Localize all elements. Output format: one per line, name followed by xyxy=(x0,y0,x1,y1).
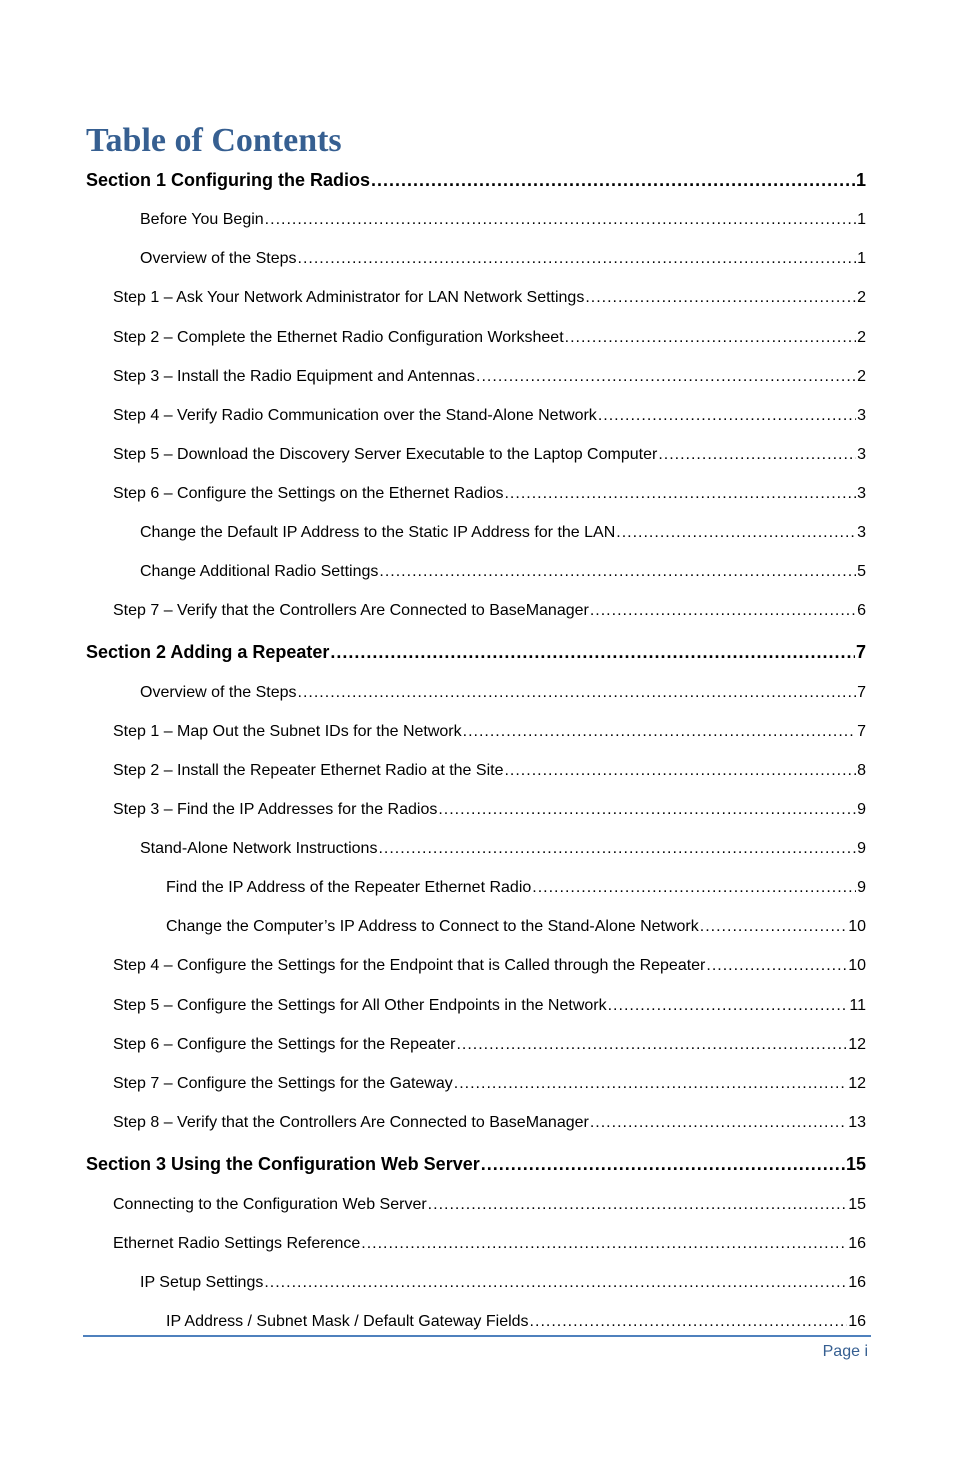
toc-dot-leader xyxy=(565,326,856,350)
toc-entry-page-number: 2 xyxy=(857,368,866,385)
toc-entry-title: IP Address / Subnet Mask / Default Gateway Fields xyxy=(166,1313,529,1330)
toc-entry-page-number: 15 xyxy=(845,1154,866,1174)
toc-dot-leader xyxy=(481,1152,845,1176)
toc-dot-leader xyxy=(463,720,856,744)
page-number-label: Page i xyxy=(822,1343,868,1360)
toc-dot-leader xyxy=(476,365,856,389)
toc-entry-title: Connecting to the Configuration Web Server xyxy=(113,1196,427,1213)
toc-entry-page-number: 2 xyxy=(857,289,866,306)
toc-entry[interactable] xyxy=(140,247,866,271)
toc-entry[interactable] xyxy=(166,1310,866,1334)
toc-entry-page-number: 9 xyxy=(857,801,866,818)
toc-dot-leader xyxy=(504,482,856,506)
toc-entry-title: Step 7 – Configure the Settings for the Gateway xyxy=(113,1075,453,1092)
toc-entry[interactable] xyxy=(140,560,866,584)
footer-rule xyxy=(83,1335,871,1337)
toc-section-entry[interactable] xyxy=(86,1152,866,1176)
toc-dot-leader xyxy=(530,1310,848,1334)
toc-title: Table of Contents xyxy=(86,122,342,159)
toc-entry-page-number: 1 xyxy=(857,211,866,228)
toc-entry-page-number: 16 xyxy=(848,1274,866,1291)
toc-entry[interactable] xyxy=(140,521,866,545)
toc-entry-page-number: 3 xyxy=(857,485,866,502)
toc-section-entry[interactable] xyxy=(86,168,866,192)
toc-entry-page-number: 12 xyxy=(848,1036,866,1053)
toc-entry-title: Step 8 – Verify that the Controllers Are Connected to BaseManager xyxy=(113,1114,589,1131)
toc-dot-leader xyxy=(504,759,856,783)
toc-entry-title: Step 3 – Install the Radio Equipment and Antennas xyxy=(113,368,476,385)
toc-entry-title: Change the Default IP Address to the Static IP Address for the LAN xyxy=(140,524,616,541)
toc-entry-page-number: 16 xyxy=(848,1235,866,1252)
toc-dot-leader xyxy=(532,876,856,900)
toc-dot-leader xyxy=(456,1033,847,1057)
toc-dot-leader xyxy=(265,208,856,232)
toc-dot-leader xyxy=(438,798,856,822)
toc-entry[interactable] xyxy=(113,599,866,623)
toc-entry[interactable] xyxy=(113,1072,866,1096)
toc-dot-leader xyxy=(590,1111,847,1135)
toc-entry[interactable] xyxy=(140,681,866,705)
toc-entry-title: Stand-Alone Network Instructions xyxy=(140,840,378,857)
toc-dot-leader xyxy=(378,837,856,861)
toc-entry-page-number: 8 xyxy=(857,762,866,779)
toc-entry-page-number: 7 xyxy=(857,723,866,740)
toc-entry-title: Step 3 – Find the IP Addresses for the Radios xyxy=(113,801,438,818)
toc-entry-page-number: 12 xyxy=(848,1075,866,1092)
toc-entry[interactable] xyxy=(113,954,866,978)
toc-entry-page-number: 3 xyxy=(857,407,866,424)
toc-entry[interactable] xyxy=(113,1193,866,1217)
toc-entry-title: Step 4 – Configure the Settings for the Endpoint that is Called through the Repeater xyxy=(113,957,706,974)
toc-entry-page-number: 5 xyxy=(857,563,866,580)
toc-entry-title: Step 1 – Ask Your Network Administrator for LAN Network Settings xyxy=(113,289,585,306)
toc-entry-page-number: 10 xyxy=(848,918,866,935)
toc-entry[interactable] xyxy=(113,759,866,783)
toc-entry[interactable] xyxy=(113,443,866,467)
toc-entry-title: Change the Computer’s IP Address to Connect to the Stand-Alone Network xyxy=(166,918,699,935)
toc-entry[interactable] xyxy=(140,837,866,861)
toc-entry-title: Overview of the Steps xyxy=(140,684,297,701)
toc-entry-title: Step 6 – Configure the Settings on the Ethernet Radios xyxy=(113,485,504,502)
toc-dot-leader xyxy=(361,1232,847,1256)
toc-entry[interactable] xyxy=(113,482,866,506)
toc-entry[interactable] xyxy=(113,1033,866,1057)
toc-entry-title: Step 1 – Map Out the Subnet IDs for the Network xyxy=(113,723,462,740)
toc-entry[interactable] xyxy=(113,404,866,428)
toc-dot-leader xyxy=(454,1072,847,1096)
toc-entry-title: Find the IP Address of the Repeater Ethernet Radio xyxy=(166,879,532,896)
toc-entry-page-number: 6 xyxy=(857,602,866,619)
toc-dot-leader xyxy=(658,443,856,467)
toc-entry-page-number: 1 xyxy=(855,170,866,190)
toc-dot-leader xyxy=(298,681,857,705)
toc-entry[interactable] xyxy=(113,720,866,744)
toc-entry-page-number: 7 xyxy=(857,684,866,701)
toc-dot-leader xyxy=(428,1193,848,1217)
toc-entry[interactable] xyxy=(113,326,866,350)
toc-entry-page-number: 1 xyxy=(857,250,866,267)
toc-entry-title: Step 7 – Verify that the Controllers Are Connected to BaseManager xyxy=(113,602,589,619)
toc-entry-title: Section 2 Adding a Repeater xyxy=(86,642,330,662)
toc-entry[interactable] xyxy=(140,208,866,232)
toc-entry-page-number: 13 xyxy=(848,1114,866,1131)
toc-section-entry[interactable] xyxy=(86,640,866,664)
toc-entry[interactable] xyxy=(166,876,866,900)
toc-dot-leader xyxy=(700,915,847,939)
toc-entry[interactable] xyxy=(113,286,866,310)
toc-dot-leader xyxy=(598,404,856,428)
toc-dot-leader xyxy=(585,286,856,310)
toc-entry-title: Section 3 Using the Configuration Web Server xyxy=(86,1154,480,1174)
toc-entry-title: Before You Begin xyxy=(140,211,264,228)
toc-entry-page-number: 3 xyxy=(857,524,866,541)
toc-entry[interactable] xyxy=(113,1232,866,1256)
toc-entry[interactable] xyxy=(140,1271,866,1295)
toc-entry-title: Step 5 – Configure the Settings for All Other Endpoints in the Network xyxy=(113,997,607,1014)
toc-entry-title: IP Setup Settings xyxy=(140,1274,264,1291)
toc-dot-leader xyxy=(298,247,857,271)
toc-entry[interactable] xyxy=(113,798,866,822)
toc-entry-page-number: 15 xyxy=(848,1196,866,1213)
toc-entry[interactable] xyxy=(113,365,866,389)
toc-dot-leader xyxy=(608,994,849,1018)
toc-entry-page-number: 11 xyxy=(849,997,866,1014)
toc-dot-leader xyxy=(616,521,856,545)
toc-entry-title: Change Additional Radio Settings xyxy=(140,563,379,580)
toc-entry-page-number: 2 xyxy=(857,329,866,346)
toc-dot-leader xyxy=(590,599,856,623)
toc-dot-leader xyxy=(379,560,856,584)
toc-entry-title: Step 4 – Verify Radio Communication over the Stand-Alone Network xyxy=(113,407,597,424)
toc-entry-page-number: 10 xyxy=(848,957,866,974)
toc-entry-page-number: 16 xyxy=(848,1313,866,1330)
toc-entry-page-number: 7 xyxy=(855,642,866,662)
toc-entry-title: Step 5 – Download the Discovery Server Executable to the Laptop Computer xyxy=(113,446,658,463)
toc-entry-title: Ethernet Radio Settings Reference xyxy=(113,1235,361,1252)
toc-entry-title: Step 2 – Complete the Ethernet Radio Configuration Worksheet xyxy=(113,329,564,346)
toc-dot-leader xyxy=(264,1271,847,1295)
toc-entry[interactable] xyxy=(113,1111,866,1135)
toc-entry-title: Overview of the Steps xyxy=(140,250,297,267)
toc-entry[interactable] xyxy=(113,994,866,1018)
toc-entry-title: Section 1 Configuring the Radios xyxy=(86,170,371,190)
toc-entry-page-number: 9 xyxy=(857,879,866,896)
toc-dot-leader xyxy=(371,168,855,192)
toc-entry-page-number: 9 xyxy=(857,840,866,857)
toc-dot-leader xyxy=(706,954,847,978)
toc-entry-title: Step 2 – Install the Repeater Ethernet Radio at the Site xyxy=(113,762,504,779)
toc-entry-page-number: 3 xyxy=(857,446,866,463)
toc-entry-title: Step 6 – Configure the Settings for the Repeater xyxy=(113,1036,456,1053)
toc-entry[interactable] xyxy=(166,915,866,939)
toc-dot-leader xyxy=(330,640,855,664)
